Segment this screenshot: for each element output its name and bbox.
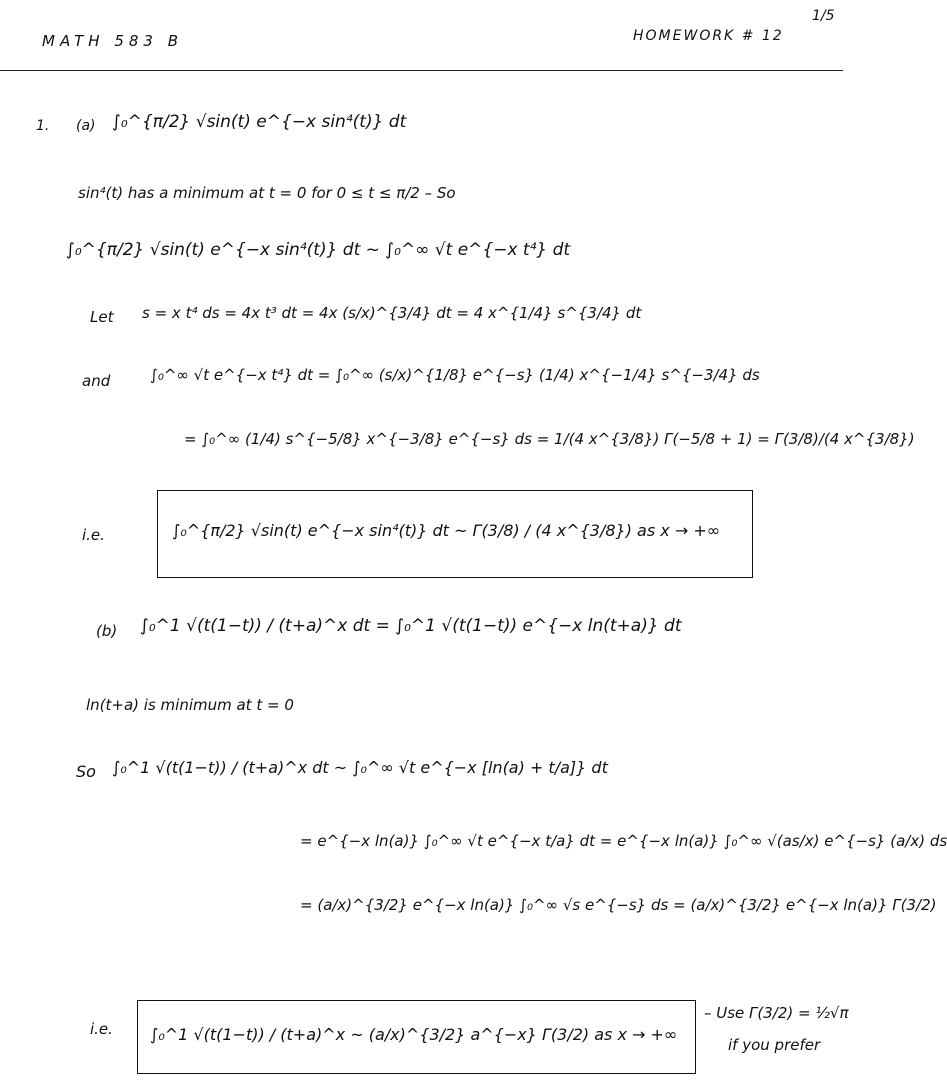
boxed-result-a	[157, 490, 753, 578]
let-label: Let	[90, 308, 114, 326]
part-b-label: (b)	[96, 622, 118, 640]
side-note-1: – Use Γ(3/2) = ½√π	[704, 1004, 849, 1022]
part-b-integral: ∫₀^1 √(t(1−t)) / (t+a)^x dt = ∫₀^1 √(t(1−t)) e^{−x ln(t+a)} dt	[140, 616, 682, 636]
equal-line: = ∫₀^∞ (1/4) s^{−5/8} x^{−3/8} e^{−s} ds = 1/(4 x^{3/8}) Γ(−5/8 + 1) = Γ(3/8)/(4 x^{3/8})	[184, 430, 915, 448]
page-number: 1/5	[812, 8, 835, 24]
homework-title: HOMEWORK # 12	[633, 28, 784, 44]
side-note-2: if you prefer	[728, 1036, 821, 1054]
boxed-result-a-text: ∫₀^{π/2} √sin(t) e^{−x sin⁴(t)} dt ~ Γ(3/8) / (4 x^{3/8}) as x → +∞	[172, 521, 721, 540]
part-b-line-2: = e^{−x ln(a)} ∫₀^∞ √t e^{−x t/a} dt = e^{−x ln(a)} ∫₀^∞ √(as/x) e^{−s} (a/x) ds	[300, 832, 947, 850]
and-line: ∫₀^∞ √t e^{−x t⁴} dt = ∫₀^∞ (s/x)^{1/8} e^{−s} (1/4) x^{−1/4} s^{−3/4} ds	[150, 366, 760, 384]
part-a-note: sin⁴(t) has a minimum at t = 0 for 0 ≤ t ≤ π/2 – So	[78, 184, 456, 202]
boxed-result-b-text: ∫₀^1 √(t(1−t)) / (t+a)^x ~ (a/x)^{3/2} a^{−x} Γ(3/2) as x → +∞	[150, 1025, 678, 1044]
substitution-line: s = x t⁴ ds = 4x t³ dt = 4x (s/x)^{3/4} dt = 4 x^{1/4} s^{3/4} dt	[142, 304, 642, 322]
boxed-result-b	[137, 1000, 696, 1074]
course-label: MATH 583 B	[42, 32, 184, 50]
so-label: So	[76, 762, 96, 781]
ie-label-a: i.e.	[82, 526, 105, 544]
ie-label-b: i.e.	[90, 1020, 113, 1038]
header-divider	[0, 70, 843, 71]
part-b-note: ln(t+a) is minimum at t = 0	[86, 696, 294, 714]
part-a-label: (a)	[76, 118, 96, 134]
and-label: and	[82, 372, 111, 390]
part-a-integral: ∫₀^{π/2} √sin(t) e^{−x sin⁴(t)} dt	[112, 112, 407, 132]
part-b-line-3: = (a/x)^{3/2} e^{−x ln(a)} ∫₀^∞ √s e^{−s} ds = (a/x)^{3/2} e^{−x ln(a)} Γ(3/2)	[300, 896, 937, 914]
so-line: ∫₀^1 √(t(1−t)) / (t+a)^x dt ~ ∫₀^∞ √t e^{−x [ln(a) + t/a]} dt	[112, 758, 608, 777]
part-a-approximation: ∫₀^{π/2} √sin(t) e^{−x sin⁴(t)} dt ~ ∫₀^∞ √t e^{−x t⁴} dt	[66, 240, 571, 260]
problem-number: 1.	[36, 118, 50, 134]
